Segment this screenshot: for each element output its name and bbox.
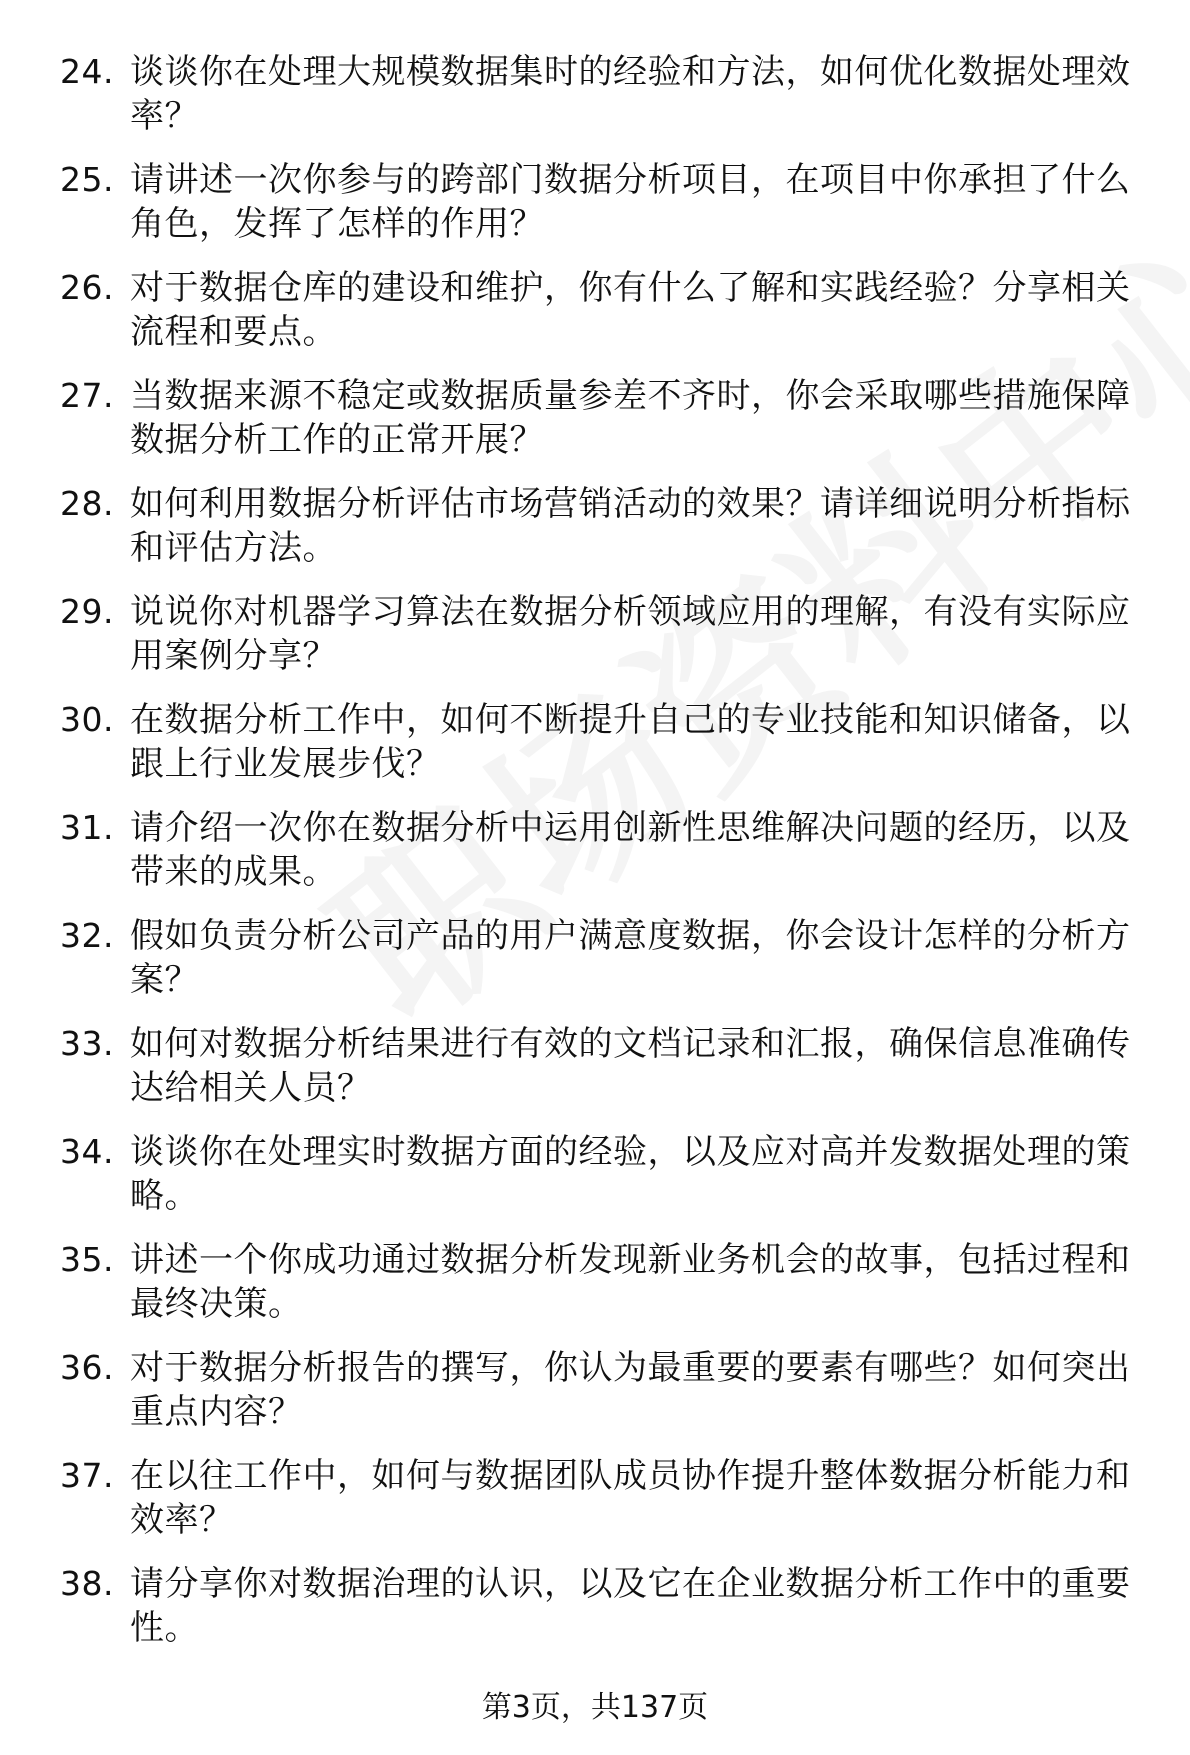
question-item <box>60 482 1150 590</box>
page-number-footer: 第3页，共137页 <box>481 1690 709 1725</box>
question-number: 33. <box>60 1024 114 1063</box>
question-number: 37. <box>60 1456 114 1495</box>
question-item <box>60 1454 1150 1562</box>
question-text: 谈谈你在处理实时数据方面的经验，以及应对高并发数据处理的策略。 <box>130 1132 1131 1216</box>
question-item <box>60 590 1150 698</box>
question-item <box>60 1022 1150 1130</box>
question-item <box>60 1562 1150 1670</box>
question-item <box>60 1130 1150 1238</box>
question-item <box>60 698 1150 806</box>
question-item <box>60 158 1150 266</box>
question-number: 32. <box>60 916 114 955</box>
question-text: 讲述一个你成功通过数据分析发现新业务机会的故事，包括过程和最终决策。 <box>130 1240 1131 1324</box>
question-item <box>60 914 1150 1022</box>
question-text: 在以往工作中，如何与数据团队成员协作提升整体数据分析能力和效率？ <box>130 1456 1131 1540</box>
question-number: 35. <box>60 1240 114 1279</box>
question-number: 25. <box>60 160 114 199</box>
question-number: 34. <box>60 1132 114 1171</box>
question-text: 对于数据仓库的建设和维护，你有什么了解和实践经验？分享相关流程和要点。 <box>130 268 1131 352</box>
question-item <box>60 266 1150 374</box>
question-item <box>60 374 1150 482</box>
question-text: 说说你对机器学习算法在数据分析领域应用的理解，有没有实际应用案例分享？ <box>130 592 1131 676</box>
question-number: 38. <box>60 1564 114 1603</box>
question-item <box>60 50 1150 158</box>
question-number: 27. <box>60 376 114 415</box>
question-number: 36. <box>60 1348 114 1387</box>
question-number: 31. <box>60 808 114 847</box>
question-text: 如何对数据分析结果进行有效的文档记录和汇报，确保信息准确传达给相关人员？ <box>130 1024 1131 1108</box>
question-item <box>60 1346 1150 1454</box>
question-item <box>60 806 1150 914</box>
question-text: 假如负责分析公司产品的用户满意度数据，你会设计怎样的分析方案？ <box>130 916 1131 1000</box>
question-number: 30. <box>60 700 114 739</box>
question-text: 对于数据分析报告的撰写，你认为最重要的要素有哪些？如何突出重点内容？ <box>130 1348 1131 1432</box>
question-number: 26. <box>60 268 114 307</box>
question-text: 请介绍一次你在数据分析中运用创新性思维解决问题的经历，以及带来的成果。 <box>130 808 1131 892</box>
question-text: 如何利用数据分析评估市场营销活动的效果？请详细说明分析指标和评估方法。 <box>130 484 1131 568</box>
question-text: 请讲述一次你参与的跨部门数据分析项目，在项目中你承担了什么角色，发挥了怎样的作用？ <box>130 160 1131 244</box>
question-item <box>60 1238 1150 1346</box>
question-text: 谈谈你在处理大规模数据集时的经验和方法，如何优化数据处理效率？ <box>130 52 1131 136</box>
question-number: 29. <box>60 592 114 631</box>
question-text: 当数据来源不稳定或数据质量参差不齐时，你会采取哪些措施保障数据分析工作的正常开展？ <box>130 376 1131 460</box>
question-number: 28. <box>60 484 114 523</box>
question-list <box>60 50 1150 1670</box>
question-text: 在数据分析工作中，如何不断提升自己的专业技能和知识储备，以跟上行业发展步伐？ <box>130 700 1131 784</box>
question-text: 请分享你对数据治理的认识，以及它在企业数据分析工作中的重要性。 <box>130 1564 1131 1648</box>
question-number: 24. <box>60 52 114 91</box>
